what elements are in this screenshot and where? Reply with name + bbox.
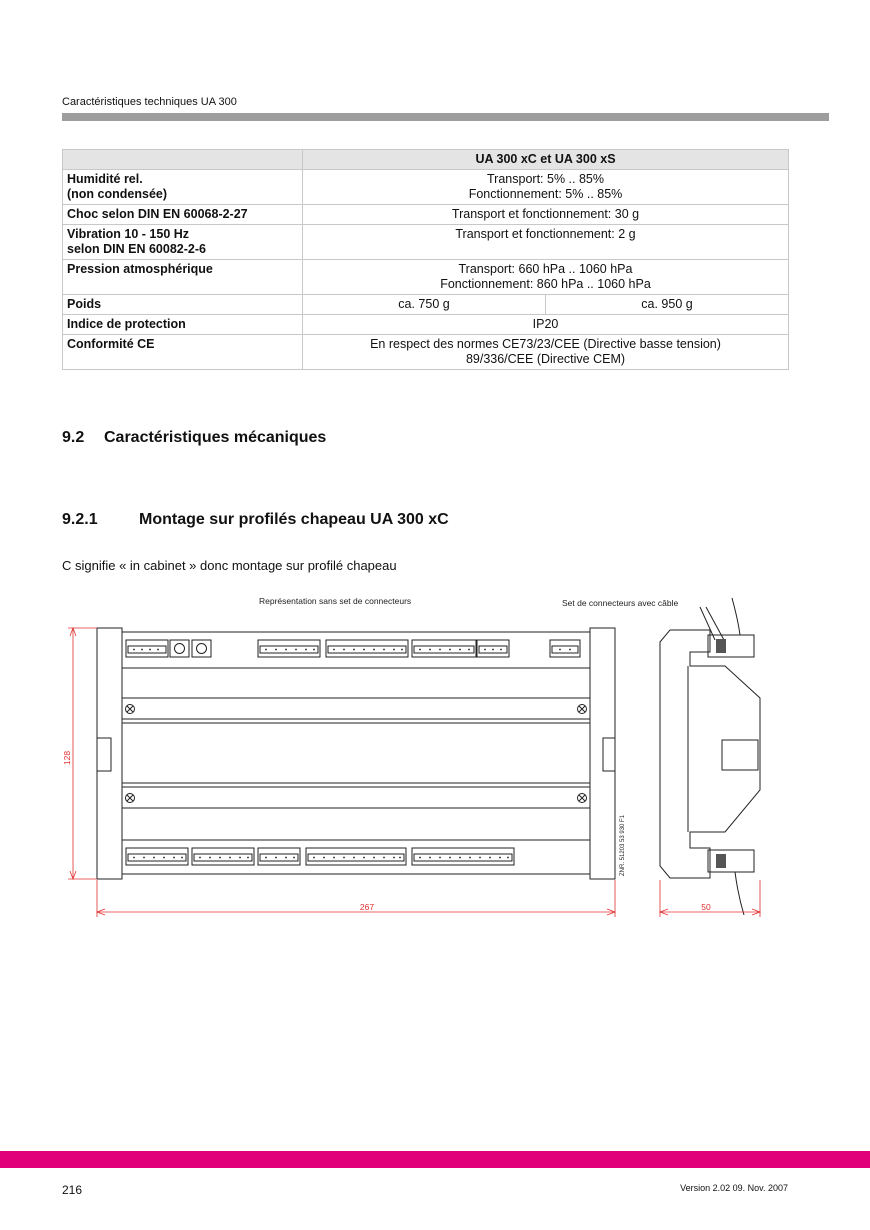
label-line: selon DIN EN 60082-2-6 xyxy=(67,242,206,256)
drawing-reference: ZNR. 51203 53 930 F1 xyxy=(620,814,626,876)
table-column-header: UA 300 xC et UA 300 xS xyxy=(303,150,789,170)
connector-shading xyxy=(716,639,726,868)
row-label: Pression atmosphérique xyxy=(63,260,303,295)
terminal-pins xyxy=(133,649,571,859)
version-info: Version 2.02 09. Nov. 2007 xyxy=(680,1183,788,1193)
table-row xyxy=(63,335,789,370)
screw-icon xyxy=(578,794,587,803)
value-line: En respect des normes CE73/23/CEE (Directive basse tension) xyxy=(370,337,721,351)
caption-side-view: Set de connecteurs avec câble xyxy=(562,598,679,608)
row-value xyxy=(303,170,789,205)
row-label: Indice de protection xyxy=(63,315,303,335)
row-label: Conformité CE xyxy=(63,335,303,370)
row-label: Poids xyxy=(63,295,303,315)
bottom-cable xyxy=(735,872,744,915)
table-row xyxy=(63,170,789,205)
label-line: Vibration 10 - 150 Hz xyxy=(67,227,190,241)
value-line: Fonctionnement: 5% .. 85% xyxy=(468,187,623,201)
value-line: Transport: 5% .. 85% xyxy=(487,172,604,186)
row-value: Transport et fonctionnement: 2 g xyxy=(303,225,789,260)
label-line: Humidité rel. xyxy=(67,172,143,186)
table-header-empty xyxy=(63,150,303,170)
left-clip xyxy=(97,738,111,771)
running-header: Caractéristiques techniques UA 300 xyxy=(62,96,237,108)
table-header-row xyxy=(63,150,789,170)
top-terminal-blocks xyxy=(126,640,580,657)
header-rule xyxy=(62,113,829,121)
right-clip xyxy=(603,738,615,771)
value-line: Fonctionnement: 860 hPa .. 1060 hPa xyxy=(440,277,651,291)
row-value xyxy=(303,335,789,370)
footer-accent-band xyxy=(0,1151,870,1168)
value-line: Transport: 660 hPa .. 1060 hPa xyxy=(458,262,633,276)
dimension-height: 128 xyxy=(62,750,72,766)
screw-icon xyxy=(578,705,587,714)
dimension-width: 267 xyxy=(359,902,375,912)
table-row xyxy=(63,260,789,295)
side-housing xyxy=(660,630,760,878)
section-title: Caractéristiques mécaniques xyxy=(104,429,327,446)
din-rail xyxy=(722,740,758,770)
table-row xyxy=(63,225,789,260)
label-line: (non condensée) xyxy=(67,187,168,201)
side-view xyxy=(660,598,760,915)
top-cable xyxy=(732,598,740,635)
section-number: 9.2 xyxy=(62,429,85,446)
caption-front-view: Représentation sans set de connecteurs xyxy=(259,596,412,606)
table-row xyxy=(63,205,789,225)
row-value-a: ca. 750 g xyxy=(303,295,546,315)
row-label xyxy=(63,225,303,260)
row-value: Transport et fonctionnement: 30 g xyxy=(303,205,789,225)
bottom-connector xyxy=(708,850,754,872)
table-row xyxy=(63,295,789,315)
page-number: 216 xyxy=(62,1183,83,1197)
row-value: IP20 xyxy=(303,315,789,335)
subsection-title: Montage sur profilés chapeau UA 300 xC xyxy=(139,511,449,528)
row-label: Choc selon DIN EN 60068-2-27 xyxy=(63,205,303,225)
top-connector xyxy=(708,635,754,657)
screw-icon xyxy=(126,794,135,803)
screw-icon xyxy=(126,705,135,714)
bottom-terminal-blocks xyxy=(126,848,514,865)
mounting-drawing xyxy=(0,580,870,940)
row-label xyxy=(63,170,303,205)
left-end-clamp xyxy=(97,628,122,879)
specifications-table xyxy=(62,149,789,370)
body-paragraph: C signifie « in cabinet » donc montage sur profilé chapeau xyxy=(62,558,397,573)
dimension-depth: 50 xyxy=(701,902,711,912)
front-view xyxy=(97,628,615,879)
subsection-number: 9.2.1 xyxy=(62,511,98,528)
subsection-heading xyxy=(62,511,449,529)
row-value-b: ca. 950 g xyxy=(546,295,789,315)
row-value xyxy=(303,260,789,295)
section-heading xyxy=(62,429,326,447)
table-row xyxy=(63,315,789,335)
value-line: 89/336/CEE (Directive CEM) xyxy=(465,352,626,366)
